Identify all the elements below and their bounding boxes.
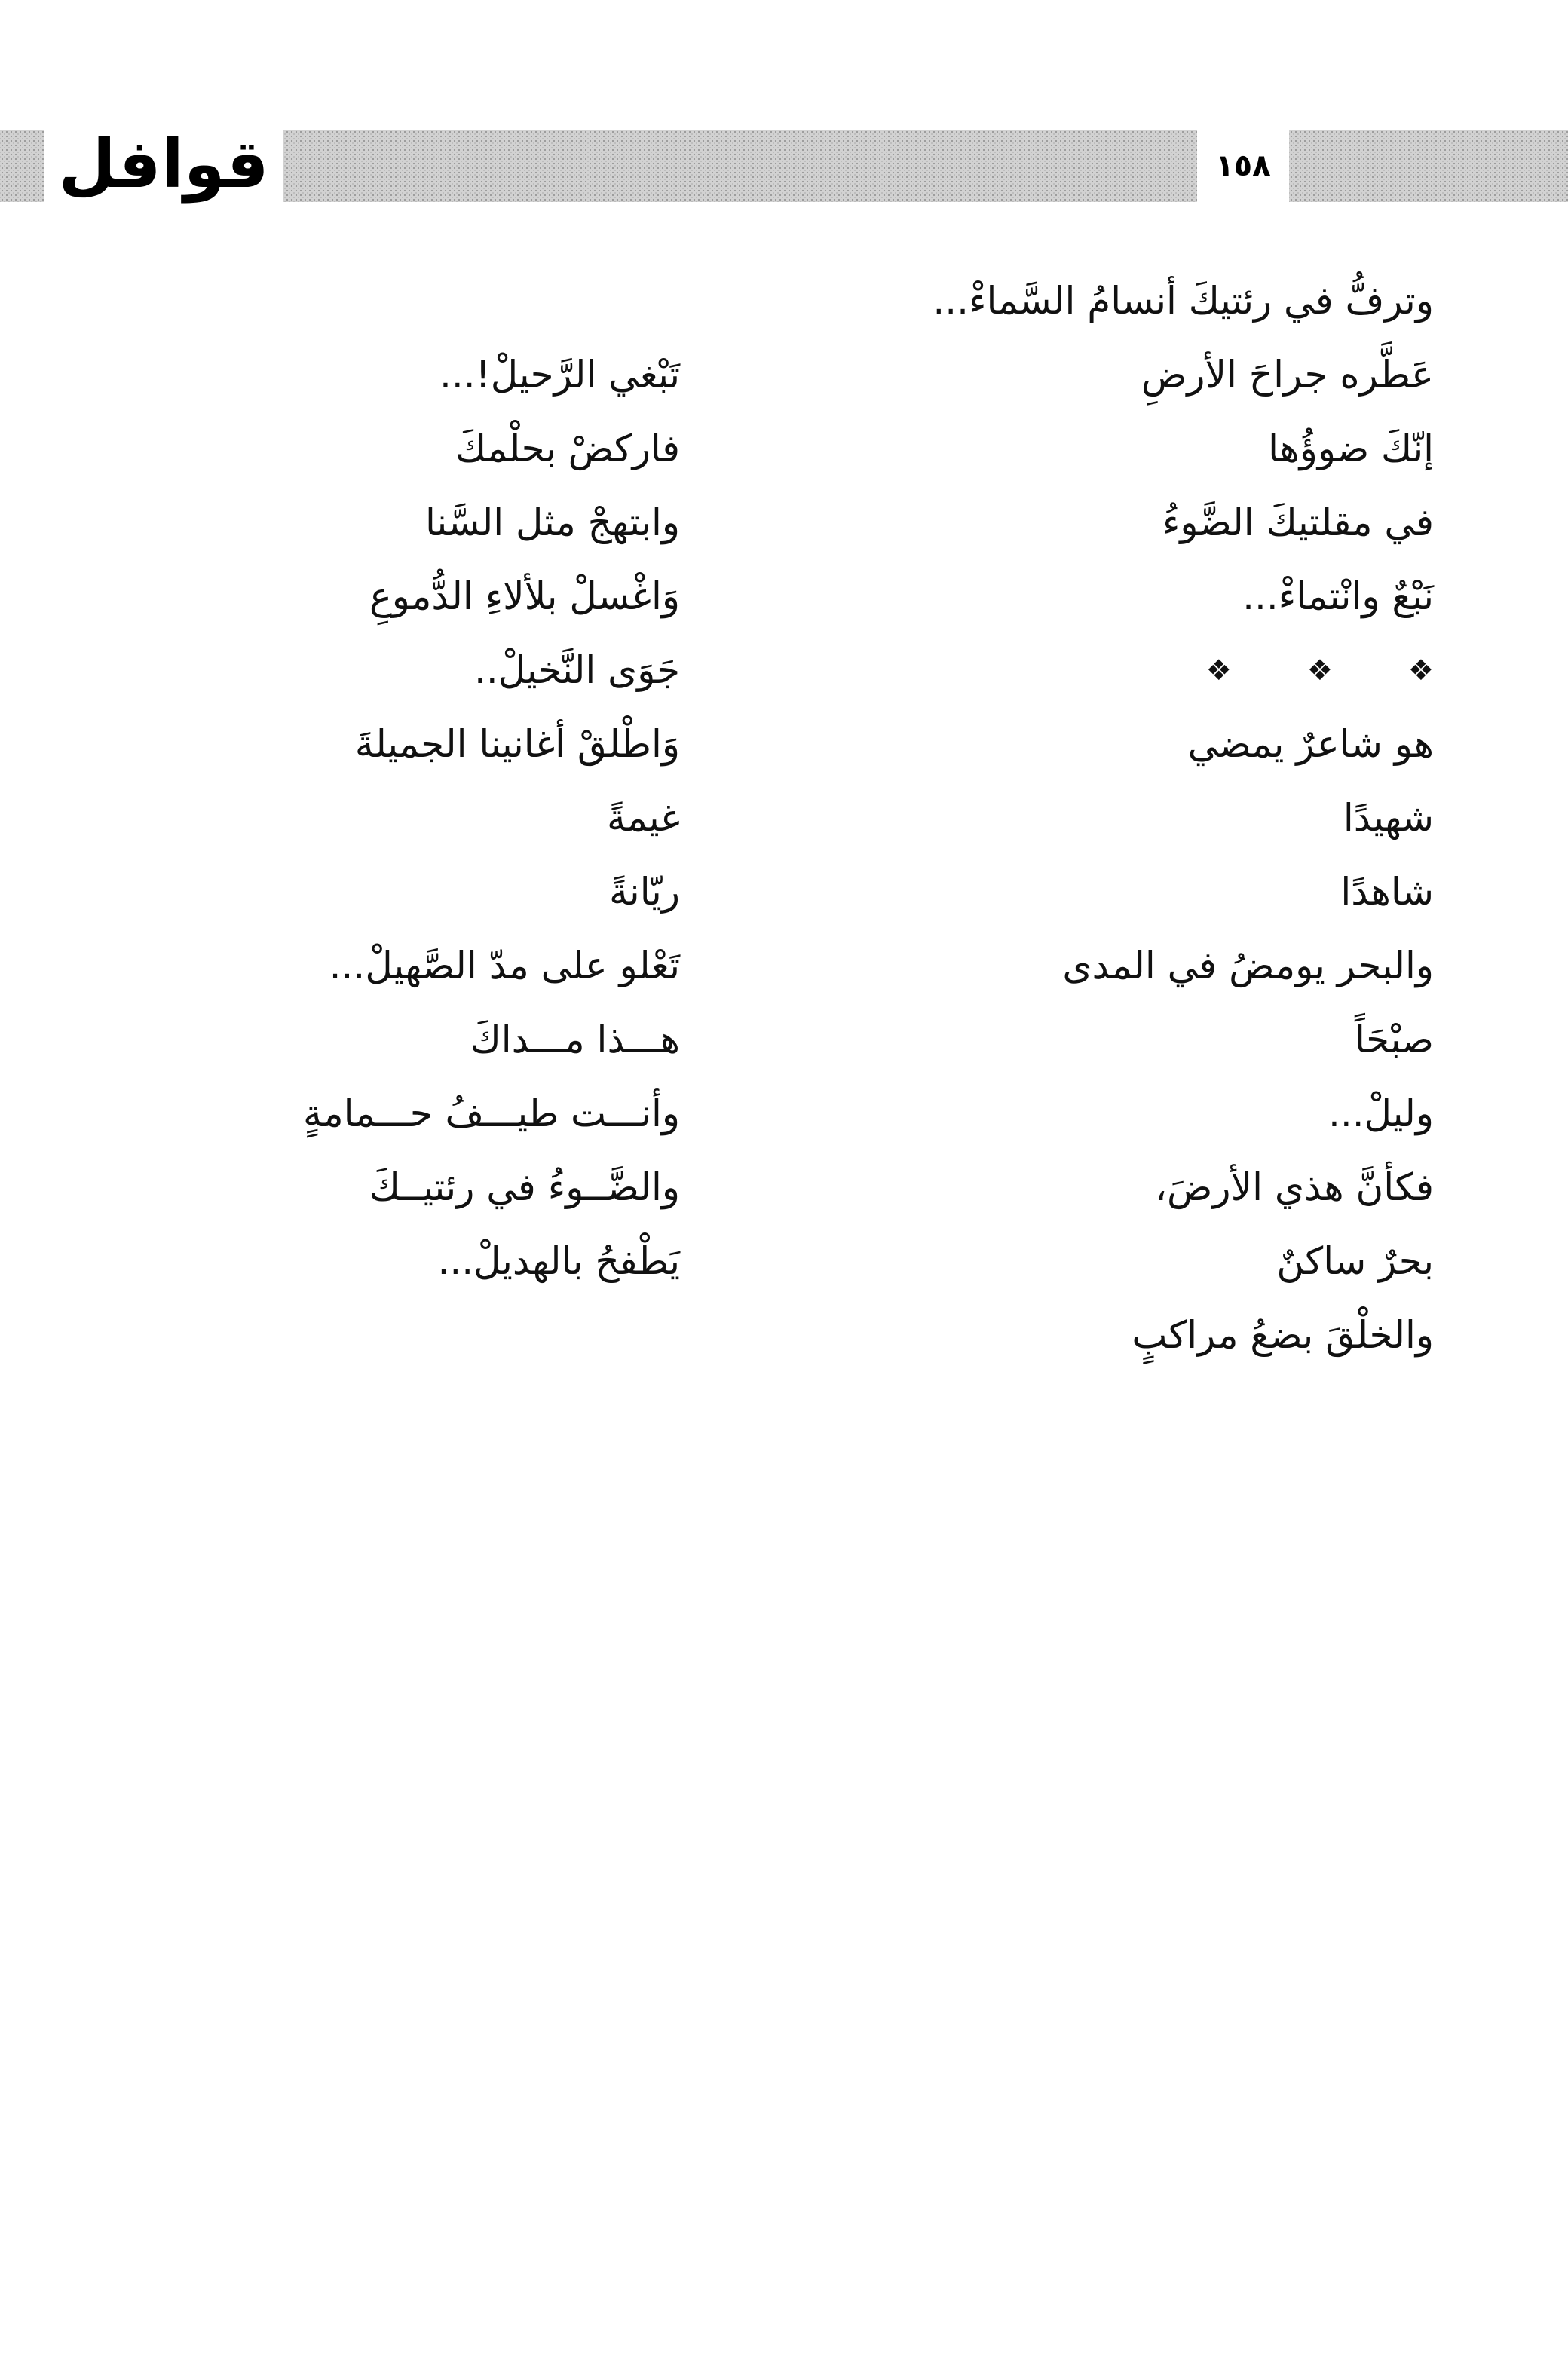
ornament-diamond-icon: ❖ (1205, 654, 1232, 687)
verse-line: فكأنَّ هذي الأرضَ، (1154, 1165, 1434, 1209)
poem-right-column (861, 264, 1434, 1372)
verse-line: والبحر يومضُ في المدى (1062, 944, 1434, 987)
poem-left-column (107, 338, 680, 1298)
ornament-diamond-icon: ❖ (1407, 654, 1434, 687)
verse-line: في مقلتيكَ الضَّوءُ (1162, 501, 1434, 544)
verse-line: وأنـــت طيـــفُ حـــمامةٍ (303, 1092, 680, 1135)
verse-line: وَاطْلقْ أغانينا الجميلةَ (354, 722, 680, 766)
verse-line: يَطْفحُ بالهديلْ... (437, 1239, 680, 1283)
verse-line: غيمةً (607, 796, 680, 840)
verse-line: ريّانةً (608, 870, 680, 914)
verse-line: شاهدًا (1340, 870, 1434, 914)
section-divider (861, 633, 1434, 707)
verse-line: جَوَى النَّخيلْ.. (474, 648, 680, 692)
verse-line: هو شاعرٌ يمضي (1187, 722, 1434, 766)
verse-line: صبْحَاً (1354, 1018, 1434, 1061)
verse-line: وابتهجْ مثل السَّنا (425, 501, 680, 544)
verse-line: تَبْغي الرَّحيلْ!... (439, 353, 680, 397)
verse-line: والضَّــوءُ في رئتيــكَ (369, 1165, 680, 1209)
verse-line: شهيدًا (1343, 796, 1434, 840)
verse-line: والخلْقَ بضعُ مراكبٍ (1132, 1313, 1434, 1357)
verse-line: هـــذا مـــداكَ (470, 1018, 680, 1061)
verse-line: فاركضْ بحلْمكَ (455, 427, 680, 470)
verse-line: إنّكَ ضوؤُها (1268, 427, 1434, 470)
verse-line: تَعْلو على مدّ الصَّهيلْ... (329, 944, 680, 987)
verse-line: عَطَّره جراحَ الأرضِ (1141, 353, 1434, 397)
verse-line: وَاغْسلْ بلألاءِ الدُّموعِ (369, 574, 680, 618)
book-title: قوافل (58, 125, 269, 203)
verse-line: وليلْ... (1328, 1092, 1434, 1135)
ornament-diamond-icon: ❖ (1306, 654, 1333, 687)
verse-line: بحرٌ ساكنٌ (1276, 1239, 1434, 1283)
page-number: ١٥٨ (1215, 148, 1271, 183)
verse-line: نَبْعٌ وانْتماءْ... (1242, 574, 1434, 618)
verse-line: وترفُّ في رئتيكَ أنسامُ السَّماءْ... (933, 279, 1434, 323)
